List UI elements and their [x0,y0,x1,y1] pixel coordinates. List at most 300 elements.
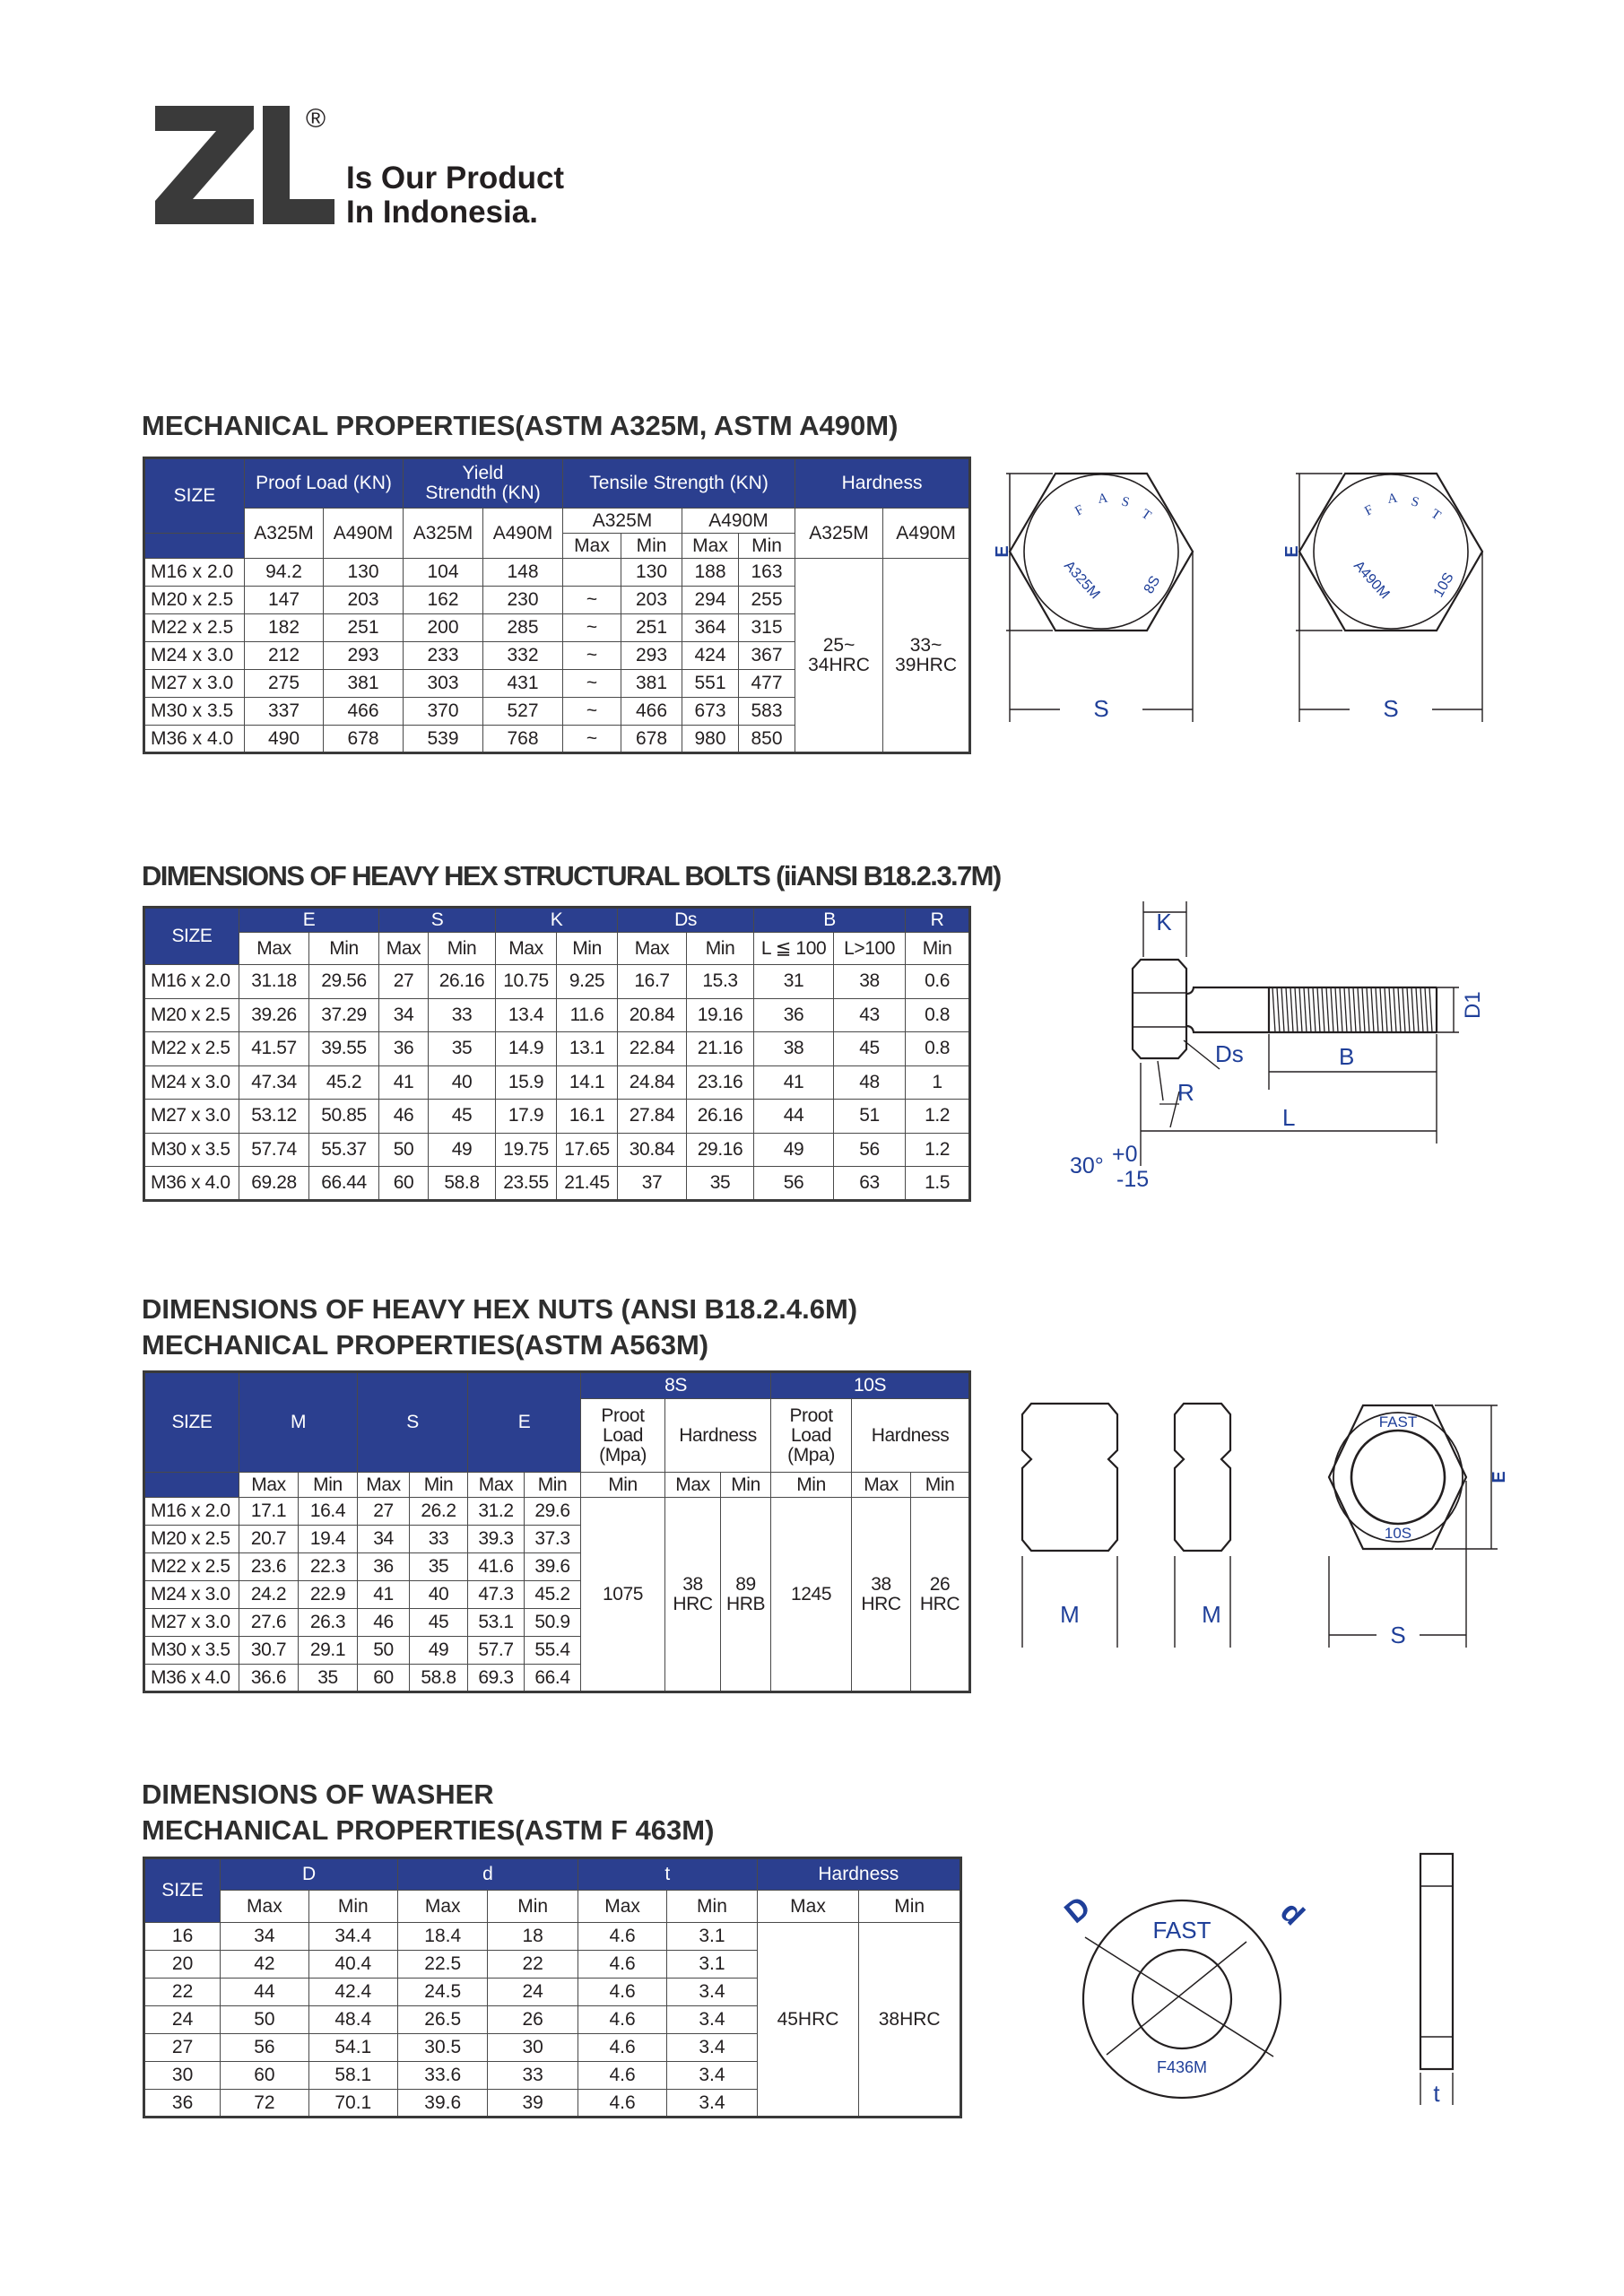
arc-letter-s: S [1410,494,1420,510]
cell-line: 26 [929,1573,951,1595]
value-cell: 50.9 [525,1609,581,1637]
value-cell: 19.16 [687,998,754,1032]
size-cell: M16 x 2.0 [144,965,239,999]
value-cell: 41.6 [468,1553,525,1581]
value-cell: 9.25 [557,965,618,999]
sub-min: Min [429,933,496,965]
value-cell: 41 [358,1581,410,1609]
value-cell: 50 [221,2006,308,2034]
sub-max: Max [379,933,429,965]
sub-hardness: Hardness [665,1399,771,1473]
value-cell: 34.4 [308,1923,397,1951]
value-cell: 490 [245,726,324,753]
value-cell: 70.1 [308,2090,397,2118]
sub-min: Min [771,1473,852,1498]
tagline-line-1: Is Our Product [346,161,565,196]
dim-m-label: M [1202,1601,1221,1628]
value-cell: 162 [404,587,483,614]
value-cell: 30.84 [618,1133,687,1167]
value-cell: ~ [563,726,621,753]
thread-line [1277,987,1280,1032]
value-cell: 4.6 [578,2090,666,2118]
value-cell: ~ [563,642,621,670]
dim-r-label: R [1177,1079,1194,1106]
value-cell: 45.2 [525,1581,581,1609]
value-cell: 63 [834,1167,906,1201]
value-cell: 332 [483,642,563,670]
value-cell: 58.8 [429,1167,496,1201]
value-cell: 35 [410,1553,468,1581]
dim-t-label: t [1433,2080,1440,2107]
value-cell: 30.5 [398,2034,488,2062]
value-cell: 255 [739,587,795,614]
value-cell: 24.5 [398,1979,488,2006]
angle-tol-minus: -15 [1116,1167,1150,1192]
brand-tagline [346,161,564,230]
value-cell: 3.1 [667,1951,757,1979]
sub-max: Max [757,1891,859,1923]
size-cell: 16 [144,1923,221,1951]
bolt-side-drawing [1045,892,1485,1211]
table-row [144,1100,970,1134]
dim-e-label: E [1489,1471,1509,1483]
value-cell [563,559,621,587]
arc-letter-t: T [1428,507,1444,524]
value-cell: 182 [245,614,324,642]
size-cell: M36 x 4.0 [144,1167,239,1201]
value-cell: 251 [621,614,682,642]
value-cell: 294 [682,587,739,614]
value-cell: 29.1 [299,1637,358,1665]
value-cell: 14.1 [557,1065,618,1100]
value-cell: 27.84 [618,1100,687,1134]
value-cell: 29.16 [687,1133,754,1167]
thread-line [1340,987,1342,1032]
thread-line [1313,987,1316,1032]
sub-a490m: A490M [883,509,970,559]
arc-letter-a: A [1386,491,1399,507]
value-cell: 22 [488,1951,578,1979]
value-cell: 57.74 [239,1133,309,1167]
bolt-grade-mark: A325M [1061,558,1103,603]
value-cell: 27 [358,1498,410,1526]
thread-line [1362,987,1365,1032]
value-cell: 148 [483,559,563,587]
value-cell: 477 [739,670,795,698]
sub-proof-load [771,1399,852,1473]
value-cell: 69.3 [468,1665,525,1692]
table-row [144,1167,970,1201]
value-cell: 26.5 [398,2006,488,2034]
value-cell: 30.7 [239,1637,299,1665]
value-cell: 49 [429,1133,496,1167]
value-cell: 22.3 [299,1553,358,1581]
nut-mark-bottom: 10S [1384,1525,1412,1542]
value-cell: 16.1 [557,1100,618,1134]
value-cell: 36 [379,1032,429,1066]
value-cell: 230 [483,587,563,614]
thread-line [1358,987,1360,1032]
value-cell: 367 [739,642,795,670]
value-cell: 768 [483,726,563,753]
thread-line [1322,987,1324,1032]
sub-min: Min [525,1473,581,1498]
col-r: R [906,908,970,933]
value-cell: 69.28 [239,1167,309,1201]
value-cell: 60 [221,2062,308,2090]
sub-a325m: A325M [563,509,682,534]
value-cell: 23.55 [496,1167,557,1201]
value-cell: 1.2 [906,1100,970,1134]
value-cell: 37.3 [525,1526,581,1553]
value-cell: 37 [618,1167,687,1201]
arc-letter-f: F [1073,502,1087,519]
value-cell: 27.6 [239,1609,299,1637]
value-cell: 980 [682,726,739,753]
thread-line [1411,987,1414,1032]
value-cell: 38 [754,1032,834,1066]
sub-a490m: A490M [483,509,563,559]
value-cell: 47.3 [468,1581,525,1609]
sub-max: Max [496,933,557,965]
hardness-8s-min-cell [721,1498,771,1692]
value-cell: 24.84 [618,1065,687,1100]
value-cell: 583 [739,698,795,726]
value-cell: 381 [621,670,682,698]
thread-line [1286,987,1289,1032]
bolt-class-mark: 8S [1141,573,1164,596]
value-cell: 94.2 [245,559,324,587]
thread-line [1429,987,1432,1032]
thread-line [1380,987,1383,1032]
value-cell: 15.3 [687,965,754,999]
value-cell: 33 [410,1526,468,1553]
cell-line: 25~ [822,634,855,656]
sub-min: Min [859,1891,961,1923]
value-cell: 38 [834,965,906,999]
sub-min: Min [299,1473,358,1498]
nut-table [143,1370,971,1693]
dim-s-label: S [1093,695,1109,722]
value-cell: 26.16 [687,1100,754,1134]
value-cell: ~ [563,614,621,642]
washer-table [143,1857,962,2118]
sub-min: Min [557,933,618,965]
table-row [144,965,970,999]
value-cell: 53.12 [239,1100,309,1134]
sub-proof-load [581,1399,665,1473]
sub-a490m: A490M [682,509,795,534]
thread-line [1398,987,1401,1032]
value-cell: 48 [834,1065,906,1100]
nut-drawings [1013,1395,1542,1664]
brand-logo [155,106,621,240]
value-cell: 275 [245,670,324,698]
size-cell: 27 [144,2034,221,2062]
sub-max: Max [578,1891,666,1923]
thread-line [1403,987,1405,1032]
sub-min: Min [911,1473,970,1498]
value-cell: 1 [906,1065,970,1100]
arc-letter-f: F [1362,502,1376,519]
thread-line [1272,987,1275,1032]
value-cell: 20.7 [239,1526,299,1553]
value-cell: 18 [488,1923,578,1951]
value-cell: 43 [834,998,906,1032]
value-cell: 33 [488,2062,578,2090]
value-cell: 58.1 [308,2062,397,2090]
angle-label: 30° [1070,1153,1104,1178]
value-cell: 200 [404,614,483,642]
value-cell: 130 [324,559,404,587]
proof-load-8s-cell: 1075 [581,1498,665,1692]
value-cell: 431 [483,670,563,698]
value-cell: 36 [358,1553,410,1581]
value-cell: 18.4 [398,1923,488,1951]
value-cell: 15.9 [496,1065,557,1100]
value-cell: 45 [429,1100,496,1134]
dim-b-label: B [1339,1043,1355,1070]
value-cell: 678 [621,726,682,753]
thread-line [1308,987,1311,1032]
value-cell: 45 [834,1032,906,1066]
col-s: S [358,1372,468,1473]
value-cell: 50 [379,1133,429,1167]
bolt-head-a325m [1006,474,1193,722]
sub-min: Min [739,534,795,559]
col-hardness: Hardness [795,458,970,509]
value-cell: 3.4 [667,2034,757,2062]
value-cell: 16.7 [618,965,687,999]
thread-line [1394,987,1396,1032]
bolt-dims-title: DIMENSIONS OF HEAVY HEX STRUCTURAL BOLTS (iiANSI B18.2.3.7M) [142,860,1001,891]
proof-line-1: Proot [789,1405,833,1426]
yield-line-2: Strendth (KN) [425,483,541,503]
hardness-10s-max-cell [852,1498,911,1692]
arc-letter-a: A [1097,491,1109,507]
thread-line [1416,987,1419,1032]
size-cell: M20 x 2.5 [144,998,239,1032]
value-cell: 0.8 [906,998,970,1032]
value-cell: 39 [488,2090,578,2118]
hardness-a490m-cell [883,559,970,753]
hardness-min-cell: 38HRC [859,1923,961,2118]
value-cell: 424 [682,642,739,670]
hardness-8s-max-cell [665,1498,721,1692]
thread-line [1367,987,1369,1032]
col-s: S [379,908,496,933]
value-cell: 54.1 [308,2034,397,2062]
value-cell: 13.4 [496,998,557,1032]
sub-max: Max [358,1473,410,1498]
value-cell: 17.65 [557,1133,618,1167]
value-cell: 26 [488,2006,578,2034]
dim-m-label: M [1060,1601,1080,1628]
sub-a325m: A325M [795,509,883,559]
cell-line: HRC [919,1593,960,1614]
size-cell: M27 x 3.0 [144,670,245,698]
value-cell: 66.44 [309,1167,379,1201]
col-size: SIZE [144,1858,221,1923]
thread-line [1295,987,1298,1032]
col-10s: 10S [771,1372,970,1399]
bolt-mech-title: MECHANICAL PROPERTIES(ASTM A325M, ASTM A490M) [142,410,899,441]
value-cell: 50 [358,1637,410,1665]
value-cell: 22.84 [618,1032,687,1066]
value-cell: 60 [379,1167,429,1201]
thread-line [1344,987,1347,1032]
value-cell: 3.4 [667,2090,757,2118]
thread-line [1353,987,1356,1032]
value-cell: 4.6 [578,2062,666,2090]
washer-title-2: MECHANICAL PROPERTIES(ASTM F 463M) [142,1814,715,1846]
col-proof-load: Proof Load (KN) [245,458,404,509]
registered-mark: ® [306,104,326,134]
value-cell: 23.16 [687,1065,754,1100]
yield-line-1: Yield [462,463,504,483]
value-cell: 163 [739,559,795,587]
size-cell: M30 x 3.5 [144,1133,239,1167]
value-cell: 233 [404,642,483,670]
value-cell: 315 [739,614,795,642]
value-cell: 29.6 [525,1498,581,1526]
value-cell: 42.4 [308,1979,397,2006]
nut-top-view [1329,1405,1498,1648]
size-cell: M22 x 2.5 [144,1553,239,1581]
value-cell: 42 [221,1951,308,1979]
value-cell: 381 [324,670,404,698]
value-cell: 36 [754,998,834,1032]
value-cell: 26.16 [429,965,496,999]
sub-min: Min [581,1473,665,1498]
sub-min: Min [621,534,682,559]
value-cell: 17.1 [239,1498,299,1526]
value-cell: 11.6 [557,998,618,1032]
table-row [144,559,970,587]
value-cell: 56 [754,1167,834,1201]
size-cell: 20 [144,1951,221,1979]
col-t: t [578,1858,757,1891]
col-hardness: Hardness [757,1858,960,1891]
value-cell: 35 [299,1665,358,1692]
size-cell: 22 [144,1979,221,2006]
value-cell: 49 [754,1133,834,1167]
value-cell: 285 [483,614,563,642]
value-cell: 130 [621,559,682,587]
cell-line: 34HRC [808,654,870,675]
sub-a490m: A490M [324,509,404,559]
proof-line-1: Proot [601,1405,645,1426]
sub-max: Max [398,1891,488,1923]
value-cell: 31.18 [239,965,309,999]
tagline-line-2: In Indonesia. [346,195,538,230]
value-cell: 40 [429,1065,496,1100]
cell-line: HRC [673,1593,713,1614]
hardness-10s-min-cell [911,1498,970,1692]
value-cell: 56 [221,2034,308,2062]
size-cell: M22 x 2.5 [144,614,245,642]
size-cell: 30 [144,2062,221,2090]
value-cell: 30 [488,2034,578,2062]
value-cell: ~ [563,587,621,614]
value-cell: 44 [754,1100,834,1134]
value-cell: 60 [358,1665,410,1692]
value-cell: 57.7 [468,1637,525,1665]
size-cell: M30 x 3.5 [144,1637,239,1665]
col-tensile-strength: Tensile Strength (KN) [563,458,795,509]
thread-line [1420,987,1423,1032]
cell-line: 89 [735,1573,756,1595]
value-cell: 20.84 [618,998,687,1032]
value-cell: 41.57 [239,1032,309,1066]
bolt-class-mark: 10S [1430,570,1457,600]
value-cell: 21.45 [557,1167,618,1201]
value-cell: 17.9 [496,1100,557,1134]
size-cell: M16 x 2.0 [144,1498,239,1526]
col-d-inner: d [398,1858,578,1891]
value-cell: ~ [563,698,621,726]
proof-load-10s-cell: 1245 [771,1498,852,1692]
sub-max: Max [239,933,309,965]
value-cell: 45.2 [309,1065,379,1100]
value-cell: 527 [483,698,563,726]
sub-min: Min [906,933,970,965]
bolt-thread [1272,987,1432,1032]
sub-max: Max [852,1473,911,1498]
sub-max: Max [468,1473,525,1498]
size-cell: 24 [144,2006,221,2034]
table-row [144,998,970,1032]
value-cell: 55.37 [309,1133,379,1167]
washer-drawings [1049,1852,1480,2112]
dim-e-label: E [1282,545,1302,558]
value-cell: 24.2 [239,1581,299,1609]
size-cell: M30 x 3.5 [144,698,245,726]
value-cell: 1.2 [906,1133,970,1167]
col-size: SIZE [144,1372,239,1473]
table-row [144,1498,970,1526]
angle-tol-plus: +0 [1112,1142,1138,1167]
value-cell: 188 [682,559,739,587]
col-8s: 8S [581,1372,771,1399]
value-cell: 24 [488,1979,578,2006]
sub-a325m: A325M [404,509,483,559]
thread-line [1290,987,1293,1032]
cell-line: HRC [861,1593,901,1614]
col-m: M [239,1372,358,1473]
nut-mark-top: FAST [1378,1413,1418,1431]
col-ds: Ds [618,908,754,933]
thread-line [1385,987,1387,1032]
size-cell: M27 x 3.0 [144,1100,239,1134]
value-cell: 3.4 [667,1979,757,2006]
dim-s-label: S [1383,695,1399,722]
value-cell: 22.9 [299,1581,358,1609]
col-e: E [239,908,379,933]
sub-min: Min [667,1891,757,1923]
thread-line [1349,987,1351,1032]
value-cell: 45 [410,1609,468,1637]
thread-line [1326,987,1329,1032]
sub-max: Max [563,534,621,559]
thread-line [1331,987,1333,1032]
value-cell: 47.34 [239,1065,309,1100]
size-cell: M20 x 2.5 [144,1526,239,1553]
arc-letter-s: S [1120,494,1131,510]
value-cell: 66.4 [525,1665,581,1692]
value-cell: 4.6 [578,1923,666,1951]
proof-line-3: (Mpa) [787,1444,835,1465]
